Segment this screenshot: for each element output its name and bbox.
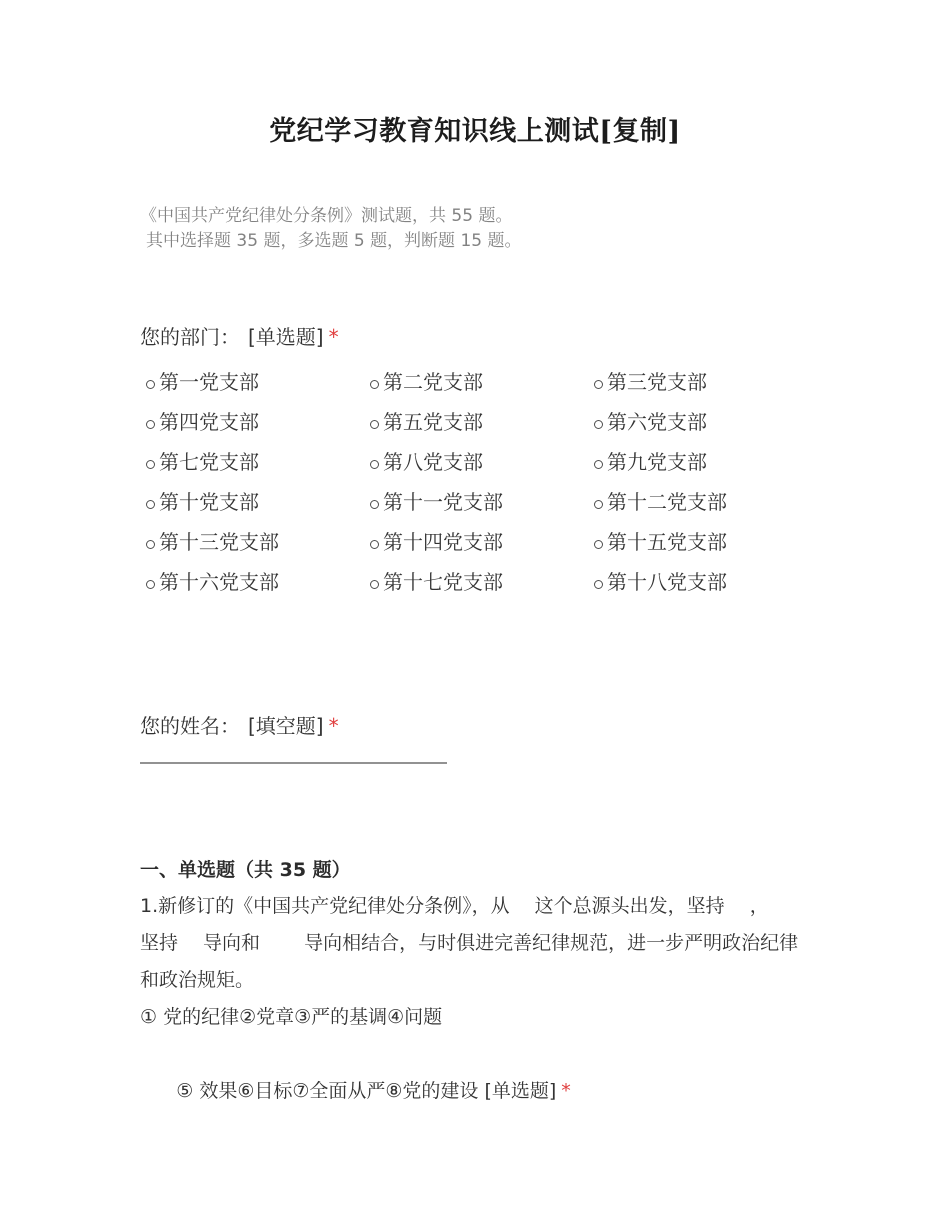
name-input[interactable] (140, 737, 447, 764)
radio-option[interactable] (594, 362, 818, 402)
section-heading: 一、单选题（共 35 题） (140, 859, 351, 881)
description-line: 其中选择题 35 题，多选题 5 题，判断题 15 题。 (146, 231, 522, 251)
radio-unchecked-icon (594, 500, 603, 509)
radio-option-label: 第十一党支部 (383, 490, 503, 514)
radio-option[interactable] (146, 522, 370, 562)
question-choices-line (140, 1036, 846, 1147)
radio-option-label: 第一党支部 (159, 370, 259, 394)
radio-option[interactable] (146, 362, 370, 402)
required-asterisk: * (328, 714, 339, 738)
radio-option[interactable] (594, 402, 818, 442)
required-asterisk: * (328, 325, 339, 349)
question-text-line: 和政治规矩。 (140, 969, 255, 991)
radio-option-label: 第十四党支部 (383, 530, 503, 554)
radio-option[interactable] (370, 402, 594, 442)
question-label-text: 您的部门： (140, 325, 240, 349)
radio-unchecked-icon (594, 540, 603, 549)
radio-option[interactable] (370, 482, 594, 522)
radio-option-label: 第七党支部 (159, 450, 259, 474)
radio-option[interactable] (146, 562, 370, 602)
radio-option-label: 第十五党支部 (607, 530, 727, 554)
radio-option-label: 第四党支部 (159, 410, 259, 434)
question-type-tag: [填空题] (248, 714, 324, 738)
form-description (140, 204, 522, 254)
radio-option-label: 第十七党支部 (383, 570, 503, 594)
radio-option[interactable] (146, 442, 370, 482)
radio-option-label: 第十二党支部 (607, 490, 727, 514)
radio-option[interactable] (594, 442, 818, 482)
radio-option[interactable] (146, 482, 370, 522)
radio-unchecked-icon (594, 420, 603, 429)
name-question-label (140, 710, 339, 739)
radio-unchecked-icon (146, 540, 155, 549)
radio-unchecked-icon (594, 580, 603, 589)
radio-option-label: 第六党支部 (607, 410, 707, 434)
radio-option[interactable] (146, 402, 370, 442)
radio-option-label: 第十党支部 (159, 490, 259, 514)
radio-option-label: 第十六党支部 (159, 570, 279, 594)
radio-option[interactable] (370, 442, 594, 482)
radio-unchecked-icon (594, 460, 603, 469)
radio-unchecked-icon (146, 380, 155, 389)
radio-unchecked-icon (146, 500, 155, 509)
radio-unchecked-icon (146, 460, 155, 469)
required-asterisk: * (561, 1080, 571, 1102)
question-text-line: 坚持 导向和 导向相结合，与时俱进完善纪律规范，进一步严明政治纪律 (140, 932, 799, 954)
radio-unchecked-icon (370, 500, 379, 509)
question-type-tag: [单选题] (248, 325, 324, 349)
question-type-tag: [单选题] (484, 1080, 557, 1102)
radio-option[interactable] (594, 482, 818, 522)
radio-unchecked-icon (370, 580, 379, 589)
question-label-text: 您的姓名： (140, 714, 240, 738)
department-question-label (140, 321, 339, 350)
radio-unchecked-icon (594, 380, 603, 389)
radio-unchecked-icon (370, 460, 379, 469)
radio-option[interactable] (370, 362, 594, 402)
radio-option-label: 第十八党支部 (607, 570, 727, 594)
radio-option-label: 第五党支部 (383, 410, 483, 434)
question-1 (140, 888, 846, 1147)
radio-option-label: 第八党支部 (383, 450, 483, 474)
radio-option[interactable] (594, 562, 818, 602)
radio-option[interactable] (370, 522, 594, 562)
radio-option-label: 第九党支部 (607, 450, 707, 474)
radio-option-label: 第三党支部 (607, 370, 707, 394)
question-choices-line: ① 党的纪律②党章③严的基调④问题 (140, 1006, 443, 1028)
radio-unchecked-icon (370, 420, 379, 429)
radio-option[interactable] (370, 562, 594, 602)
radio-unchecked-icon (370, 380, 379, 389)
radio-unchecked-icon (146, 580, 155, 589)
question-text-line: 1.新修订的《中国共产党纪律处分条例》，从 这个总源头出发，坚持 ， (140, 895, 769, 917)
radio-unchecked-icon (146, 420, 155, 429)
radio-option[interactable] (594, 522, 818, 562)
question-choices-text: ⑤ 效果⑥目标⑦全面从严⑧党的建设 (176, 1080, 479, 1102)
form-title: 党纪学习教育知识线上测试[复制] (269, 116, 681, 147)
radio-unchecked-icon (370, 540, 379, 549)
department-options (146, 362, 818, 602)
radio-option-label: 第二党支部 (383, 370, 483, 394)
radio-option-label: 第十三党支部 (159, 530, 279, 554)
description-line: 《中国共产党纪律处分条例》测试题，共 55 题。 (140, 206, 513, 226)
